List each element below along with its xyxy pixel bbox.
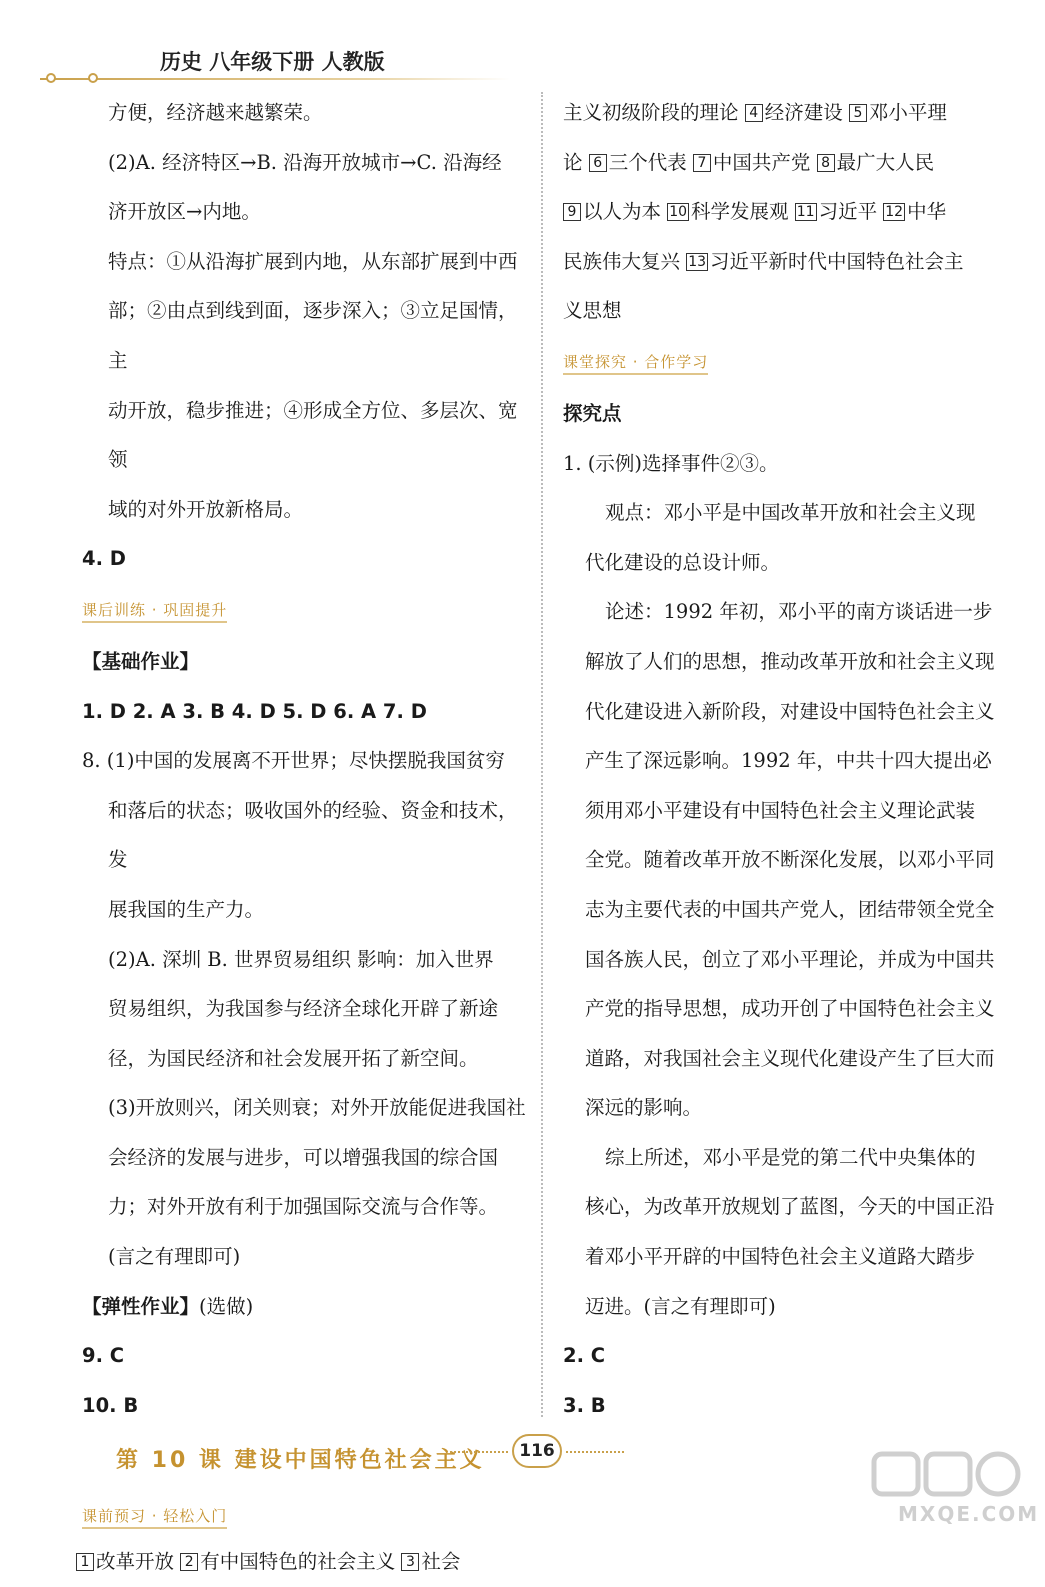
text-line: 1. (示例)选择事件②③。 xyxy=(563,451,779,475)
text-line: 和落后的状态；吸收国外的经验、资金和技术，发 xyxy=(108,798,518,872)
blank-number: 3 xyxy=(401,1553,419,1571)
text-line: 代化建设的总设计师。 xyxy=(585,550,781,574)
text-line: 力；对外开放有利于加强国际交流与合作等。 xyxy=(108,1195,499,1219)
answer-line: 2. C xyxy=(563,1344,606,1368)
text-line: 产党的指导思想，成功开创了中国特色社会主义 xyxy=(585,997,995,1021)
blank-number: 8 xyxy=(817,154,835,172)
text-line: (言之有理即可) xyxy=(108,1245,241,1269)
text-line: 迈进。(言之有理即可) xyxy=(585,1294,776,1318)
blank-number: 13 xyxy=(688,253,707,270)
answer-line: 3. B xyxy=(563,1393,606,1417)
answer-line: 4. D xyxy=(82,547,126,571)
text-line: 方便，经济越来越繁荣。 xyxy=(108,101,323,124)
fill-blank-line xyxy=(563,138,1013,188)
text-line: 论述：1992 年初，邓小平的南方谈话进一步 xyxy=(605,600,993,624)
section-heading-preview: 课前预习 · 轻松入门 xyxy=(82,1505,227,1529)
blank-answer: 社会 xyxy=(421,1550,461,1574)
dotted-rule xyxy=(566,1451,624,1453)
elastic-homework-label: 【弹性作业】 xyxy=(82,1294,200,1318)
watermark-logo xyxy=(868,1448,1040,1528)
blank-number: 9 xyxy=(563,203,581,221)
basic-homework-heading: 【基础作业】 xyxy=(82,649,200,673)
section-heading-after-class: 课后训练 · 巩固提升 xyxy=(82,599,227,623)
blank-answer: 中国共产党 xyxy=(712,150,817,174)
text-line: 志为主要代表的中国共产党人，团结带领全党全 xyxy=(585,897,995,921)
text-line: 着邓小平开辟的中国特色社会主义道路大踏步 xyxy=(585,1245,976,1269)
text-line: 全党。随着改革开放不断深化发展，以邓小平同 xyxy=(585,848,995,872)
text-line: (3)开放则兴，闭关则衰；对外开放能促进我国社 xyxy=(108,1096,526,1120)
answer-line: 1. D 2. A 3. B 4. D 5. D 6. A 7. D xyxy=(82,699,427,723)
text-line: 8. (1)中国的发展离不开世界；尽快摆脱我国贫穷 xyxy=(82,749,505,773)
explore-heading: 探究点 xyxy=(563,401,622,425)
text-line: 动开放，稳步推进；④形成全方位、多层次、宽领 xyxy=(108,398,518,472)
lesson-title: 第 10 课 建设中国特色社会主义 xyxy=(116,1448,485,1474)
text-line: 特点：①从沿海扩展到内地，从东部扩展到中西 xyxy=(108,249,518,273)
text-line: (2)A. 深圳 B. 世界贸易组织 影响：加入世界 xyxy=(108,947,494,971)
watermark-text: MXQE.COM xyxy=(898,1502,1040,1526)
blank-number: 11 xyxy=(796,204,815,221)
page-number xyxy=(450,1434,630,1470)
blank-answer: 中华 xyxy=(907,200,947,224)
blank-answer: 最广大人民 xyxy=(836,150,935,174)
blank-number: 2 xyxy=(180,1553,198,1571)
text-line: 产生了深远影响。1992 年，中共十四大提出必 xyxy=(585,749,992,773)
fill-blank-line xyxy=(563,88,1013,138)
blank-number: 4 xyxy=(745,104,763,122)
header-dot-decoration xyxy=(88,73,98,83)
text-line: 径，为国民经济和社会发展开拓了新空间。 xyxy=(108,1046,479,1070)
blank-answer: 邓小平理 xyxy=(868,101,947,124)
blank-number: 7 xyxy=(693,154,711,172)
blank-number: 1 xyxy=(76,1553,94,1571)
left-column xyxy=(82,88,532,1587)
answer-line: 10. B xyxy=(82,1393,139,1417)
page-number-badge: 116 xyxy=(512,1434,562,1468)
text-line: 国各族人民，创立了邓小平理论，并成为中国共 xyxy=(585,947,995,971)
blank-number: 5 xyxy=(849,104,867,122)
text-line: 义思想 xyxy=(563,299,622,323)
answer-line: 9. C xyxy=(82,1344,125,1368)
page-header xyxy=(40,38,510,88)
text-line: 贸易组织，为我国参与经济全球化开辟了新途 xyxy=(108,997,499,1021)
text-line: 综上所述，邓小平是党的第二代中央集体的 xyxy=(605,1145,976,1169)
text-line: 深远的影响。 xyxy=(585,1096,703,1120)
blank-number: 6 xyxy=(589,154,607,172)
blank-number: 12 xyxy=(885,204,904,221)
fill-blank-line xyxy=(563,187,1013,237)
blank-answer: 习近平 xyxy=(818,200,884,224)
elastic-homework-note: (选做) xyxy=(199,1294,254,1318)
blank-answer: 习近平新时代中国特色社会主 xyxy=(710,249,964,273)
blank-answer: 经济建设 xyxy=(764,101,849,124)
right-column xyxy=(563,88,1013,1430)
blank-answer: 主义初级阶段的理论 xyxy=(563,101,745,124)
blank-answer: 民族伟大复兴 xyxy=(563,249,687,273)
blank-answer: 改革开放 xyxy=(96,1550,181,1574)
header-rule xyxy=(40,78,510,80)
text-line: 道路，对我国社会主义现代化建设产生了巨大而 xyxy=(585,1046,995,1070)
blank-answer: 科学发展观 xyxy=(691,200,795,224)
text-line: 须用邓小平建设有中国特色社会主义理论武装 xyxy=(585,798,976,822)
text-line: 观点：邓小平是中国改革开放和社会主义现 xyxy=(605,501,976,525)
elastic-homework-heading xyxy=(82,1282,532,1332)
header-dot-decoration xyxy=(46,73,56,83)
text-line: (2)A. 经济特区→B. 沿海开放城市→C. 沿海经 xyxy=(108,150,502,174)
text-line: 济开放区→内地。 xyxy=(108,200,261,224)
blank-answer: 三个代表 xyxy=(608,150,693,174)
dotted-rule xyxy=(450,1451,508,1453)
text-line: 代化建设进入新阶段，对建设中国特色社会主义 xyxy=(585,699,995,723)
book-title: 历史 八年级下册 人教版 xyxy=(160,50,385,74)
column-divider xyxy=(541,92,543,1417)
blank-answer: 论 xyxy=(563,150,589,174)
fill-blank-line xyxy=(76,1537,532,1587)
text-line: 解放了人们的思想，推动改革开放和社会主义现 xyxy=(585,649,995,673)
fill-blank-line xyxy=(563,237,1013,287)
text-line: 展我国的生产力。 xyxy=(108,897,265,921)
text-line: 核心，为改革开放规划了蓝图，今天的中国正沿 xyxy=(585,1195,995,1219)
watermark-icon xyxy=(868,1448,1028,1504)
text-line: 域的对外开放新格局。 xyxy=(108,497,304,521)
blank-number: 10 xyxy=(669,204,688,221)
section-heading-in-class: 课堂探究 · 合作学习 xyxy=(563,351,708,375)
text-line: 部；②由点到线到面，逐步深入；③立足国情，主 xyxy=(108,299,518,372)
blank-answer: 有中国特色的社会主义 xyxy=(200,1550,402,1574)
text-line: 会经济的发展与进步，可以增强我国的综合国 xyxy=(108,1145,499,1169)
blank-answer: 以人为本 xyxy=(583,200,668,224)
